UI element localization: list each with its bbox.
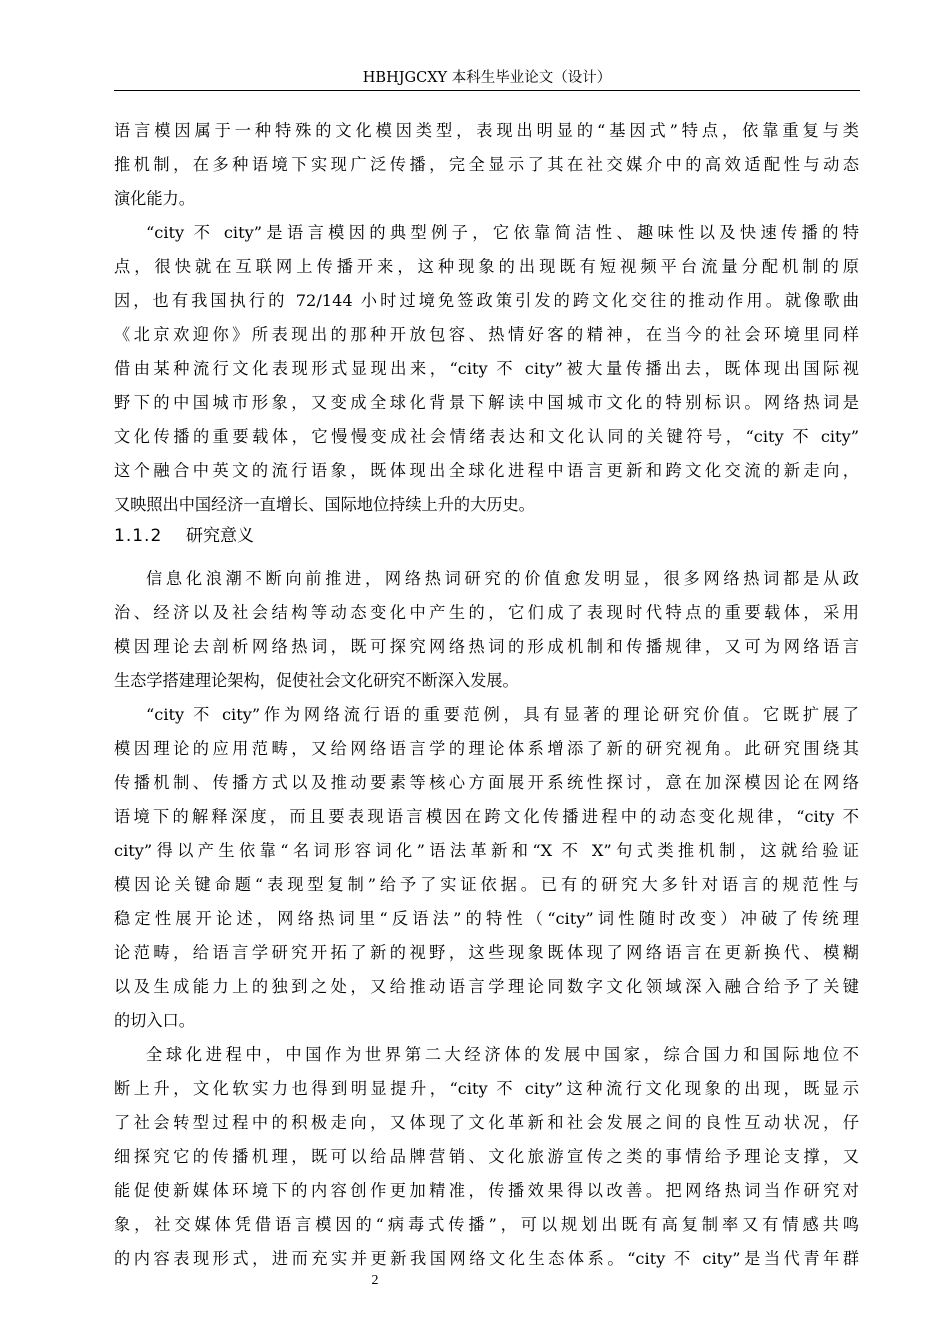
section-number: 1.1.2 [114, 526, 163, 546]
paragraph-line: 模因理论的应用范畴，又给网络语言学的理论体系增添了新的研究视角。此研究围绕其 [114, 739, 859, 758]
paragraph-line: 稳定性展开论述，网络热词里“反语法”的特性（“city”词性随时改变）冲破了传统理 [114, 909, 859, 928]
paragraph-line: 模因理论去剖析网络热词，既可探究网络热词的形成机制和传播规律，又可为网络语言 [114, 637, 859, 656]
paragraph-line: 的切入口。 [114, 1011, 195, 1030]
paragraph-line: 全球化进程中，中国作为世界第二大经济体的发展中国家，综合国力和国际地位不 [146, 1045, 859, 1064]
paragraph-line: 又映照出中国经济一直增长、国际地位持续上升的大历史。 [114, 495, 535, 514]
section-title: 研究意义 [186, 526, 254, 546]
paragraph-line: 借由某种流行文化表现形式显现出来，“city 不 city”被大量传播出去，既体现出国际视 [114, 359, 859, 378]
paragraph-line: 的内容表现形式，进而充实并更新我国网络文化生态体系。“city 不 city”是当代青年群 [114, 1249, 859, 1268]
paragraph-line: 信息化浪潮不断向前推进，网络热词研究的价值愈发明显，很多网络热词都是从政 [146, 569, 859, 588]
paragraph-line: 因，也有我国执行的 72/144 小时过境免签政策引发的跨文化交往的推动作用。就像歌曲 [114, 291, 859, 310]
paragraph-line: 推机制，在多种语境下实现广泛传播，完全显示了其在社交媒介中的高效适配性与动态 [114, 155, 859, 174]
paragraph-line: 文化传播的重要载体，它慢慢变成社会情绪表达和文化认同的关键符号，“city 不 city” [114, 427, 859, 446]
paragraph-line: 了社会转型过程中的积极走向，又体现了文化革新和社会发展之间的良性互动状况，仔 [114, 1113, 859, 1132]
paragraph-line: 模因论关键命题“表现型复制”给予了实证依据。已有的研究大多针对语言的规范性与 [114, 875, 859, 894]
paragraph-line: “city 不 city”作为网络流行语的重要范例，具有显著的理论研究价值。它既扩展了 [146, 705, 859, 724]
paragraph-line: 语境下的解释深度，而且要表现语言模因在跨文化传播进程中的动态变化规律，“city 不 [114, 807, 859, 826]
paragraph-line: 治、经济以及社会结构等动态变化中产生的，它们成了表现时代特点的重要载体，采用 [114, 603, 859, 622]
paragraph-line: 断上升，文化软实力也得到明显提升，“city 不 city”这种流行文化现象的出现，既显示 [114, 1079, 859, 1098]
paragraph-line: 这个融合中英文的流行语象，既体现出全球化进程中语言更新和跨文化交流的新走向， [114, 461, 859, 480]
paragraph-line: 点，很快就在互联网上传播开来，这种现象的出现既有短视频平台流量分配机制的原 [114, 257, 859, 276]
page-number: 2 [371, 1273, 379, 1288]
section-heading [114, 522, 254, 550]
paragraph-line: 生态学搭建理论架构，促使社会文化研究不断深入发展。 [114, 671, 519, 690]
paragraph-line: “city 不 city”是语言模因的典型例子，它依靠简洁性、趣味性以及快速传播的特 [146, 223, 859, 242]
paragraph-line: 《北京欢迎你》所表现出的那种开放包容、热情好客的精神，在当今的社会环境里同样 [114, 325, 859, 344]
paragraph-line: 象，社交媒体凭借语言模因的“病毒式传播”，可以规划出既有高复制率又有情感共鸣 [114, 1215, 859, 1234]
paragraph-line: city”得以产生依靠“名词形容词化”语法革新和“X 不 X”句式类推机制，这就给验证 [114, 841, 859, 860]
page-header-title: HBHJGCXY 本科生毕业论文（设计） [362, 70, 612, 86]
paragraph-line: 能促使新媒体环境下的内容创作更加精准，传播效果得以改善。把网络热词当作研究对 [114, 1181, 859, 1200]
paragraph-line: 语言模因属于一种特殊的文化模因类型，表现出明显的“基因式”特点，依靠重复与类 [114, 121, 859, 140]
paragraph-line: 野下的中国城市形象，又变成全球化背景下解读中国城市文化的特别标识。网络热词是 [114, 393, 859, 412]
paragraph-line: 传播机制、传播方式以及推动要素等核心方面展开系统性探讨，意在加深模因论在网络 [114, 773, 859, 792]
paragraph-line: 以及生成能力上的独到之处，又给推动语言学理论同数字文化领域深入融合给予了关键 [114, 977, 859, 996]
paragraph-line: 论范畴，给语言学研究开拓了新的视野，这些现象既体现了网络语言在更新换代、模糊 [114, 943, 859, 962]
paragraph-line: 演化能力。 [114, 189, 195, 208]
paragraph-line: 细探究它的传播机理，既可以给品牌营销、文化旅游宣传之类的事情给予理论支撑，又 [114, 1147, 859, 1166]
header-divider [114, 90, 860, 91]
